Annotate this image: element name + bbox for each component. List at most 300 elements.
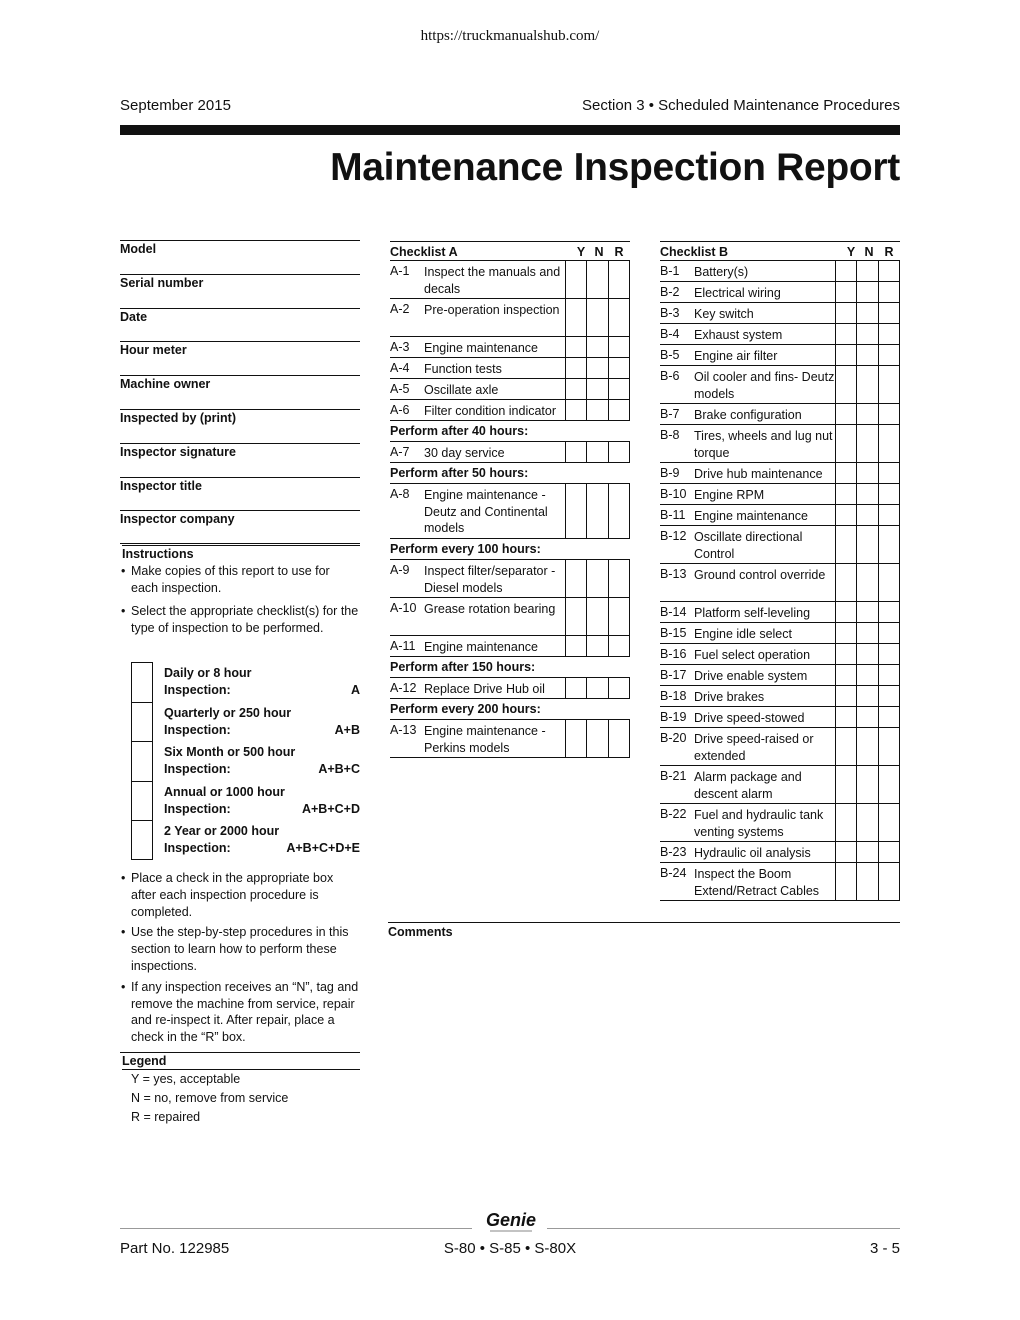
- checkbox-r[interactable]: [878, 707, 900, 728]
- checklist-row: [660, 261, 900, 282]
- checkbox-r[interactable]: [608, 261, 630, 299]
- checkbox-r[interactable]: [878, 804, 900, 842]
- item-code: A-7: [390, 445, 410, 459]
- checklist-row: [660, 644, 900, 665]
- item-code: A-9: [390, 563, 410, 577]
- checklist-b: [660, 241, 900, 901]
- checkbox-r[interactable]: [878, 863, 900, 901]
- inspection-type-interval: Quarterly or 250 hour: [164, 705, 292, 720]
- checklist-row: [390, 720, 630, 758]
- instructions-heading: Instructions: [122, 545, 360, 561]
- checkbox-r[interactable]: [608, 337, 630, 358]
- inspection-type-row: [131, 702, 360, 742]
- inspection-type-row: [131, 820, 360, 860]
- checkbox-n[interactable]: [856, 484, 876, 505]
- checkbox-n[interactable]: [586, 379, 606, 400]
- checkbox-n[interactable]: [856, 804, 876, 842]
- checkbox-y[interactable]: [835, 404, 855, 425]
- checklist-section-heading: Perform after 40 hours:: [390, 421, 630, 442]
- header-date: September 2015: [120, 97, 231, 114]
- item-code: B-14: [660, 605, 687, 619]
- item-code: B-18: [660, 689, 687, 703]
- item-code: A-12: [390, 681, 417, 695]
- inspection-type-checkbox[interactable]: [131, 702, 153, 742]
- checkbox-r[interactable]: [878, 766, 900, 804]
- inspection-type-label: Inspection:: [164, 801, 231, 816]
- checkbox-n[interactable]: [856, 644, 876, 665]
- item-description: Fuel and hydraulic tank venting systems: [694, 808, 824, 839]
- checkbox-r[interactable]: [608, 400, 630, 421]
- item-description: Drive hub maintenance: [694, 467, 823, 481]
- checkbox-y[interactable]: [835, 665, 855, 686]
- legend-item: N = no, remove from service: [131, 1091, 289, 1105]
- checkbox-y[interactable]: [835, 728, 855, 766]
- inspection-type-checkbox[interactable]: [131, 781, 153, 821]
- checkbox-y[interactable]: [835, 707, 855, 728]
- inspection-type-checklists: A+B+C+D+E: [286, 841, 360, 855]
- checklist-row: [660, 366, 900, 404]
- checkbox-n[interactable]: [586, 636, 606, 657]
- item-code: B-17: [660, 668, 687, 682]
- checklist-row: [390, 261, 630, 299]
- checklist-row: [390, 337, 630, 358]
- checkbox-n[interactable]: [856, 366, 876, 404]
- checkbox-r[interactable]: [878, 644, 900, 665]
- item-code: B-2: [660, 285, 680, 299]
- checklist-row: [390, 400, 630, 421]
- checkbox-y[interactable]: [835, 303, 855, 324]
- inspection-type-checkbox[interactable]: [131, 662, 153, 702]
- checkbox-r[interactable]: [878, 345, 900, 366]
- item-description: Key switch: [694, 307, 754, 321]
- instructions-continued: [120, 870, 360, 1050]
- instruction-item: • Use the step-by-step procedures in this section to learn how to perform these inspections.: [120, 924, 360, 974]
- checkbox-r[interactable]: [608, 598, 630, 636]
- checkbox-y[interactable]: [565, 598, 585, 636]
- item-code: B-21: [660, 769, 687, 783]
- item-code: A-2: [390, 302, 410, 316]
- item-code: B-23: [660, 845, 687, 859]
- inspection-type-checklists: A+B+C: [318, 762, 360, 776]
- inspection-type-checklists: A+B: [334, 722, 360, 737]
- checkbox-r[interactable]: [608, 484, 630, 539]
- checkbox-r[interactable]: [878, 484, 900, 505]
- checkbox-n[interactable]: [856, 303, 876, 324]
- checklist-row: [660, 463, 900, 484]
- checklist-row: [660, 484, 900, 505]
- checklist-title: Checklist B: [660, 245, 729, 259]
- checklist-row: [660, 707, 900, 728]
- checkbox-y[interactable]: [835, 623, 855, 644]
- checklist-row: [660, 602, 900, 623]
- item-description: Function tests: [424, 362, 502, 376]
- legend-item: R = repaired: [131, 1110, 201, 1124]
- checklist-row: [660, 766, 900, 804]
- item-code: B-15: [660, 626, 687, 640]
- item-code: B-13: [660, 567, 687, 581]
- checkbox-n[interactable]: [856, 564, 876, 602]
- checkbox-r[interactable]: [608, 379, 630, 400]
- item-description: Engine maintenance: [424, 640, 538, 654]
- item-code: B-9: [660, 466, 680, 480]
- page-title: Maintenance Inspection Report: [330, 146, 900, 189]
- checkbox-n[interactable]: [856, 766, 876, 804]
- inspection-type-checkbox[interactable]: [131, 741, 153, 781]
- field-serial-number[interactable]: Serial number: [120, 274, 360, 308]
- item-code: B-8: [660, 428, 680, 442]
- item-code: B-3: [660, 306, 680, 320]
- col-y: Y: [846, 245, 856, 259]
- checklist-row: [390, 560, 630, 598]
- checklist-row: [660, 728, 900, 766]
- item-code: A-5: [390, 382, 410, 396]
- checklist-row: [390, 598, 630, 636]
- item-description: Engine maintenance - Perkins models: [424, 724, 546, 755]
- checklist-row: [390, 636, 630, 657]
- checkbox-y[interactable]: [565, 379, 585, 400]
- checkbox-n[interactable]: [856, 282, 876, 303]
- checkbox-n[interactable]: [586, 261, 606, 299]
- field-hour-meter[interactable]: Hour meter: [120, 341, 360, 375]
- item-description: Fuel select operation: [694, 648, 811, 662]
- checklist-header: [660, 241, 900, 261]
- checkbox-r[interactable]: [878, 623, 900, 644]
- item-code: A-1: [390, 264, 410, 278]
- inspection-type-interval: Daily or 8 hour: [164, 666, 252, 680]
- checklist-row: [390, 379, 630, 400]
- item-description: Drive speed-stowed: [694, 711, 805, 725]
- footer-page-number: 3 - 5: [869, 1240, 900, 1257]
- item-code: B-4: [660, 327, 680, 341]
- item-description: 30 day service: [424, 446, 505, 460]
- checkbox-n[interactable]: [586, 400, 606, 421]
- col-n: N: [864, 245, 874, 259]
- item-code: B-19: [660, 710, 687, 724]
- checkbox-r[interactable]: [608, 442, 630, 463]
- checkbox-n[interactable]: [856, 728, 876, 766]
- item-description: Drive speed-raised or extended: [694, 732, 814, 763]
- checkbox-y[interactable]: [835, 324, 855, 345]
- checkbox-n[interactable]: [856, 404, 876, 425]
- checkbox-r[interactable]: [878, 728, 900, 766]
- col-r: R: [884, 245, 894, 259]
- item-code: A-10: [390, 601, 417, 615]
- field-inspector-company[interactable]: Inspector company: [120, 510, 360, 544]
- header-rule: [120, 125, 900, 135]
- inspection-type-label: Inspection:: [164, 762, 231, 776]
- checkbox-r[interactable]: [878, 564, 900, 602]
- inspection-type-label: Inspection:: [164, 683, 231, 697]
- item-description: Pre-operation inspection: [424, 303, 560, 317]
- item-code: A-11: [390, 639, 416, 653]
- checklist-row: [660, 404, 900, 425]
- checkbox-n[interactable]: [856, 686, 876, 707]
- checkbox-n[interactable]: [586, 484, 606, 539]
- checkbox-y[interactable]: [835, 863, 855, 901]
- item-description: Ground control override: [694, 568, 826, 582]
- item-description: Drive enable system: [694, 669, 808, 683]
- field-inspector-signature[interactable]: Inspector signature: [120, 443, 360, 477]
- item-description: Engine maintenance: [424, 341, 538, 355]
- checkbox-y[interactable]: [565, 636, 585, 657]
- checkbox-n[interactable]: [586, 560, 606, 598]
- checkbox-y[interactable]: [565, 337, 585, 358]
- logo-text: Genie: [485, 1210, 537, 1230]
- checkbox-r[interactable]: [878, 366, 900, 404]
- checkbox-y[interactable]: [835, 842, 855, 863]
- instruction-item: • If any inspection receives an “N”, tag and remove the machine from service, repair and re-inspect it. After repair, place a check in the “R” box.: [120, 979, 360, 1046]
- checkbox-y[interactable]: [835, 463, 855, 484]
- checklist-a: [390, 241, 630, 758]
- item-description: Engine RPM: [694, 488, 765, 502]
- checkbox-n[interactable]: [856, 707, 876, 728]
- inspection-type-interval: Annual or 1000 hour: [164, 784, 285, 799]
- checklist-header: [390, 241, 630, 261]
- checkbox-y[interactable]: [835, 644, 855, 665]
- legend-heading: Legend: [122, 1053, 360, 1070]
- checklist-section-heading: Perform after 50 hours:: [390, 463, 630, 484]
- info-fields: [120, 240, 360, 544]
- checkbox-y[interactable]: [835, 261, 855, 282]
- checklist-row: [660, 686, 900, 707]
- col-r: R: [614, 245, 624, 259]
- checklist-row: [660, 623, 900, 644]
- item-description: Engine maintenance - Deutz and Continental models: [424, 488, 548, 535]
- checkbox-r[interactable]: [878, 463, 900, 484]
- item-code: B-10: [660, 487, 687, 501]
- checkbox-y[interactable]: [565, 299, 585, 337]
- checkbox-y[interactable]: [835, 484, 855, 505]
- checklist-section-heading: Perform every 200 hours:: [390, 699, 630, 720]
- checklist-row: [390, 442, 630, 463]
- item-code: B-24: [660, 866, 687, 880]
- checklist-row: [660, 505, 900, 526]
- checklist-row: [660, 842, 900, 863]
- checkbox-n[interactable]: [856, 665, 876, 686]
- checklist-row: [660, 863, 900, 901]
- field-inspector-title[interactable]: Inspector title: [120, 477, 360, 511]
- checkbox-n[interactable]: [586, 299, 606, 337]
- item-description: Grease rotation bearing: [424, 602, 556, 616]
- checkbox-y[interactable]: [565, 358, 585, 379]
- checkbox-r[interactable]: [878, 261, 900, 282]
- inspection-type-label: Inspection:: [164, 841, 231, 855]
- item-code: A-13: [390, 723, 417, 737]
- checkbox-n[interactable]: [856, 425, 876, 463]
- checkbox-r[interactable]: [878, 404, 900, 425]
- checklist-row: [660, 282, 900, 303]
- checklist-row: [660, 526, 900, 564]
- item-description: Platform self-leveling: [694, 606, 811, 620]
- checkbox-r[interactable]: [878, 686, 900, 707]
- item-description: Engine idle select: [694, 627, 792, 641]
- inspection-type-label: Inspection:: [164, 722, 231, 737]
- inspection-type-checkbox[interactable]: [131, 820, 153, 860]
- footer-models: S-80 • S-85 • S-80X: [443, 1240, 577, 1257]
- header-section: Section 3 • Scheduled Maintenance Procedures: [582, 97, 900, 114]
- item-description: Engine maintenance: [694, 509, 808, 523]
- checkbox-y[interactable]: [835, 366, 855, 404]
- checkbox-r[interactable]: [878, 425, 900, 463]
- checkbox-y[interactable]: [565, 261, 585, 299]
- inspection-type-row: [131, 741, 360, 781]
- checkbox-y[interactable]: [565, 484, 585, 539]
- checkbox-r[interactable]: [608, 299, 630, 337]
- item-description: Oscillate directional Control: [694, 530, 803, 561]
- checklist-row: [660, 564, 900, 602]
- instruction-item: • Place a check in the appropriate box after each inspection procedure is completed.: [120, 870, 360, 920]
- checkbox-y[interactable]: [835, 804, 855, 842]
- checklist-row: [660, 324, 900, 345]
- checkbox-y[interactable]: [835, 425, 855, 463]
- checkbox-y[interactable]: [835, 766, 855, 804]
- checkbox-r[interactable]: [878, 505, 900, 526]
- checkbox-r[interactable]: [608, 560, 630, 598]
- checkbox-r[interactable]: [608, 358, 630, 379]
- checklist-row: [660, 345, 900, 366]
- item-description: Inspect the Boom Extend/Retract Cables: [694, 867, 820, 898]
- inspection-type-interval: Six Month or 500 hour: [164, 745, 296, 759]
- instructions: [120, 545, 360, 643]
- checkbox-r[interactable]: [608, 636, 630, 657]
- item-description: Tires, wheels and lug nut torque: [694, 429, 833, 460]
- inspection-type-boxes: [131, 662, 360, 860]
- item-description: Drive brakes: [694, 690, 765, 704]
- checkbox-n[interactable]: [856, 863, 876, 901]
- checkbox-y[interactable]: [565, 720, 585, 758]
- checklist-row: [390, 358, 630, 379]
- checkbox-n[interactable]: [586, 598, 606, 636]
- checklist-row: [660, 665, 900, 686]
- checklist-row: [660, 303, 900, 324]
- checklist-title: Checklist A: [390, 245, 458, 259]
- checkbox-r[interactable]: [878, 282, 900, 303]
- item-code: B-11: [660, 508, 686, 522]
- checklist-row: [390, 678, 630, 699]
- field-machine-owner[interactable]: Machine owner: [120, 375, 360, 409]
- checklist-section-heading: Perform after 150 hours:: [390, 657, 630, 678]
- checkbox-r[interactable]: [878, 324, 900, 345]
- checkbox-r[interactable]: [878, 526, 900, 564]
- checkbox-n[interactable]: [856, 345, 876, 366]
- checkbox-r[interactable]: [878, 303, 900, 324]
- item-description: Battery(s): [694, 265, 749, 279]
- item-description: Filter condition indicator: [424, 404, 557, 418]
- checkbox-y[interactable]: [835, 602, 855, 623]
- checklist-row: [660, 425, 900, 463]
- checkbox-r[interactable]: [608, 720, 630, 758]
- checklist-row: [660, 804, 900, 842]
- item-description: Oscillate axle: [424, 383, 499, 397]
- item-description: Hydraulic oil analysis: [694, 846, 811, 860]
- item-code: B-20: [660, 731, 687, 745]
- checkbox-n[interactable]: [586, 442, 606, 463]
- instruction-item: • Make copies of this report to use for each inspection.: [120, 563, 360, 596]
- col-y: Y: [576, 245, 586, 259]
- checkbox-y[interactable]: [835, 282, 855, 303]
- checkbox-y[interactable]: [565, 560, 585, 598]
- field-inspected-by-print[interactable]: Inspected by (print): [120, 409, 360, 443]
- inspection-type-row: [131, 662, 360, 702]
- footer-rule-right: [547, 1228, 900, 1229]
- col-n: N: [594, 245, 604, 259]
- checkbox-y[interactable]: [565, 678, 585, 699]
- footer-part-number: Part No. 122985: [120, 1240, 230, 1257]
- field-model[interactable]: Model: [120, 240, 360, 274]
- item-description: Inspect filter/separator - Diesel models: [424, 564, 556, 595]
- checkbox-n[interactable]: [586, 720, 606, 758]
- checkbox-n[interactable]: [856, 324, 876, 345]
- comments-label: Comments: [388, 922, 900, 939]
- item-code: B-12: [660, 529, 687, 543]
- checkbox-n[interactable]: [856, 602, 876, 623]
- checkbox-n[interactable]: [586, 337, 606, 358]
- checklist-row: [390, 484, 630, 539]
- inspection-type-checklists: A: [350, 683, 360, 697]
- checkbox-y[interactable]: [835, 505, 855, 526]
- checkbox-n[interactable]: [586, 358, 606, 379]
- checklist-section-heading: Perform every 100 hours:: [390, 539, 630, 560]
- checkbox-y[interactable]: [835, 686, 855, 707]
- item-code: B-7: [660, 407, 680, 421]
- item-code: A-6: [390, 403, 410, 417]
- checkbox-y[interactable]: [835, 564, 855, 602]
- checkbox-r[interactable]: [878, 665, 900, 686]
- item-description: Oil cooler and fins- Deutz models: [694, 370, 835, 401]
- checkbox-r[interactable]: [878, 842, 900, 863]
- checkbox-n[interactable]: [586, 678, 606, 699]
- checkbox-n[interactable]: [856, 623, 876, 644]
- source-url[interactable]: https://truckmanualshub.com/: [420, 28, 600, 44]
- item-description: Engine air filter: [694, 349, 778, 363]
- checkbox-y[interactable]: [565, 400, 585, 421]
- checkbox-y[interactable]: [835, 345, 855, 366]
- inspection-type-row: [131, 781, 360, 821]
- item-code: B-5: [660, 348, 680, 362]
- item-code: B-6: [660, 369, 680, 383]
- inspection-type-interval: 2 Year or 2000 hour: [164, 824, 280, 838]
- item-description: Electrical wiring: [694, 286, 781, 300]
- checkbox-y[interactable]: [565, 442, 585, 463]
- instruction-item: • Select the appropriate checklist(s) for the type of inspection to be performed.: [120, 603, 360, 636]
- item-description: Exhaust system: [694, 328, 783, 342]
- checkbox-n[interactable]: [856, 505, 876, 526]
- inspection-type-checklists: A+B+C+D: [301, 801, 360, 816]
- item-code: A-3: [390, 340, 410, 354]
- item-description: Replace Drive Hub oil: [424, 682, 545, 696]
- checkbox-n[interactable]: [856, 261, 876, 282]
- item-code: B-1: [660, 264, 680, 278]
- footer-rule-left: [120, 1228, 472, 1229]
- legend: [120, 1052, 360, 1127]
- item-description: Brake configuration: [694, 408, 802, 422]
- item-description: Inspect the manuals and decals: [424, 265, 561, 296]
- checkbox-n[interactable]: [856, 842, 876, 863]
- item-code: B-16: [660, 647, 687, 661]
- field-date[interactable]: Date: [120, 308, 360, 342]
- legend-item: Y = yes, acceptable: [131, 1072, 241, 1086]
- checkbox-n[interactable]: [856, 526, 876, 564]
- item-code: B-22: [660, 807, 687, 821]
- checklist-row: [390, 299, 630, 337]
- item-description: Alarm package and descent alarm: [694, 770, 802, 801]
- checkbox-y[interactable]: [835, 526, 855, 564]
- item-code: A-4: [390, 361, 410, 375]
- checkbox-n[interactable]: [856, 463, 876, 484]
- checkbox-r[interactable]: [608, 678, 630, 699]
- genie-logo: [476, 1208, 546, 1236]
- checkbox-r[interactable]: [878, 602, 900, 623]
